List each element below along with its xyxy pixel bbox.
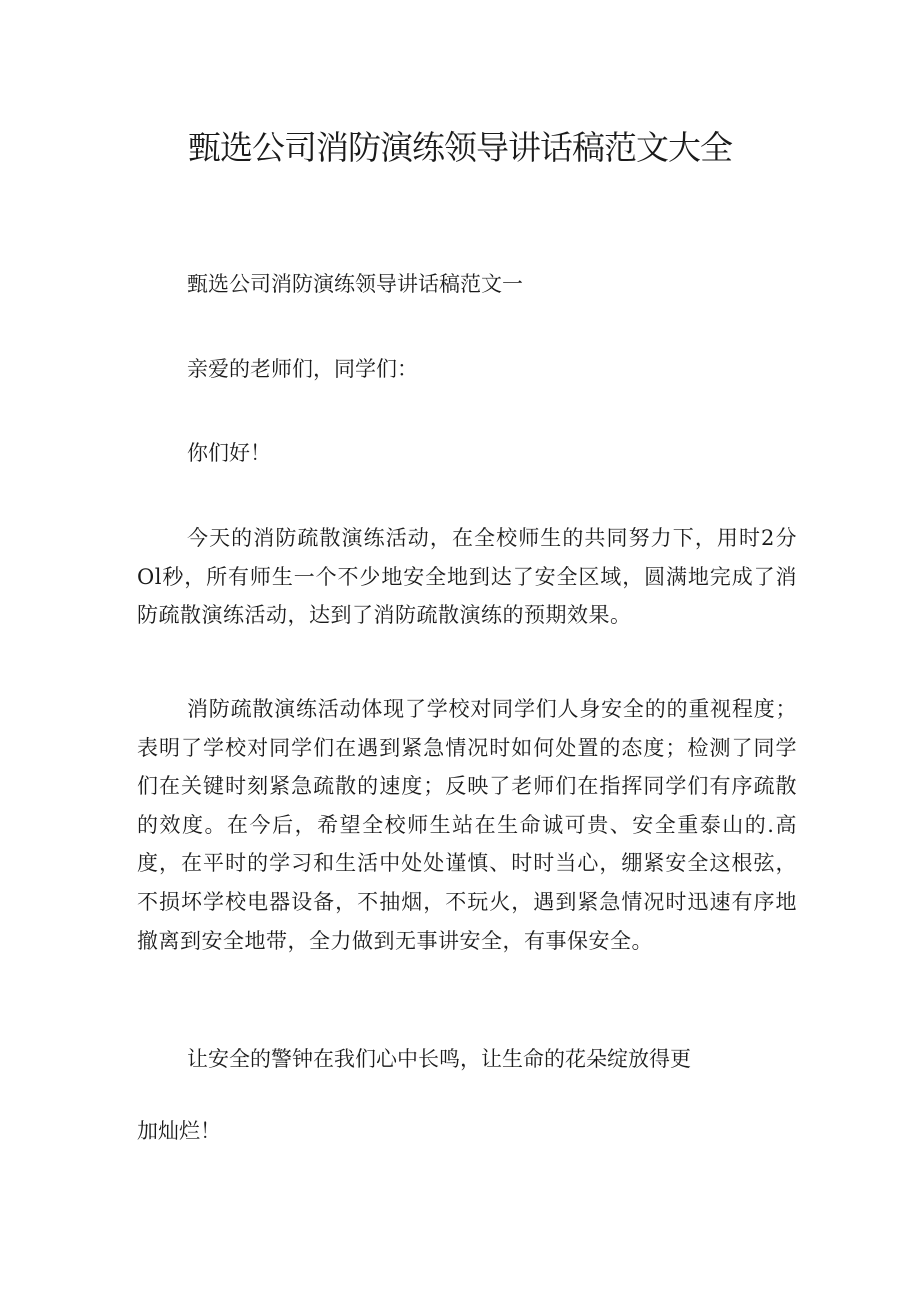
greeting: 你们好！ [187,441,271,465]
closing-line-2: 加灿烂！ [137,1119,221,1143]
section-heading: 甄选公司消防演练领导讲话稿范文一 [187,272,523,296]
salutation: 亲爱的老师们，同学们： [187,357,418,381]
closing-line-1: 让安全的警钟在我们心中长鸣，让生命的花朵绽放得更 [187,1047,691,1071]
document-title: 甄选公司消防演练领导讲话稿范文大全 [188,128,732,167]
paragraph-1: 今天的消防疏散演练活动，在全校师生的共同努力下，用时2分Ol秒，所有师生一个不少地安全地到达了安全区域，圆满地完成了消防疏散演练活动，达到了消防疏散演练的预期效果。 [137,526,797,628]
paragraph-2: 消防疏散演练活动体现了学校对同学们人身安全的的重视程度；表明了学校对同学们在遇到紧急情况时如何处置的态度；检测了同学们在关键时刻紧急疏散的速度；反映了老师们在指挥同学们有序疏散的效度。在今后，希望全校师生站在生命诚可贵、安全重泰山的.高度，在平时的学习和生活中处处谨慎、时时当心，绷紧安全这根弦，不损坏学校电器设备，不抽烟，不玩火，遇到紧急情况时迅速有序地撤离到安全地带，全力做到无事讲安全，有事保安全。 [137,697,797,953]
